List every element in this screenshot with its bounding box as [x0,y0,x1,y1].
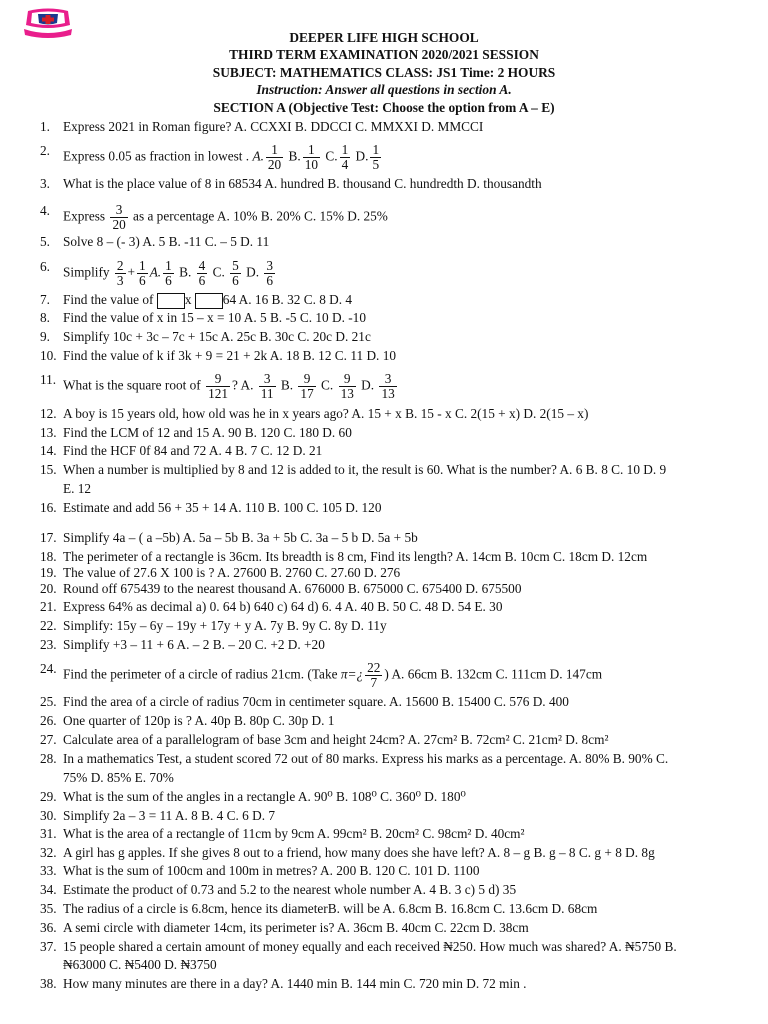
question-number: 26. [40,713,57,728]
question-number: 27. [40,732,57,747]
exam-title: THIRD TERM EXAMINATION 2020/2021 SESSION [229,47,539,62]
question-text: The value of 27.6 X 100 is ? A. 27600 B. 2760 C. 27.60 D. 276 [63,565,401,580]
question-number: 35. [40,901,57,916]
question-number: 14. [40,443,57,458]
question-number: 6. [40,259,50,274]
question-text: Simplify 10c + 3c – 7c + 15c A. 25c B. 30c C. 20c D. 21c [63,329,371,344]
question-text: The perimeter of a rectangle is 36cm. Its breadth is 8 cm, Find its length? A. 14cm B. 10cm C. 18cm D. 12cm [63,549,648,564]
question-text: A boy is 15 years old, how old was he in x years ago? A. 15 + x B. 15 - x C. 2(15 + x) D. 2(15 – x) [63,406,589,421]
question-number: 36. [40,920,57,935]
question-number: 29. [40,789,57,804]
question-text: Express 64% as decimal a) 0. 64 b) 640 c) 64 d) 6. 4 A. 40 B. 50 C. 48 D. 54 E. 30 [63,599,503,614]
question-text: A girl has g apples. If she gives 8 out to a friend, how many does she have left? A. 8 – g B. g – 8 C. g + 8 D. 8g [63,845,655,860]
question-number: 37. [40,939,57,954]
answer-box [195,293,223,309]
question-text: Find the LCM of 12 and 15 A. 90 B. 120 C. 180 D. 60 [63,425,352,440]
question-text: Simplify 2a – 3 = 11 A. 8 B. 4 C. 6 D. 7 [63,808,276,823]
school-name: DEEPER LIFE HIGH SCHOOL [289,30,479,45]
fraction: $\frac{3}{11}$ [260,371,274,401]
question-number: 28. [40,751,57,766]
question-number: 16. [40,500,57,515]
question-text: 15 people shared a certain amount of money equally and each received ₦250. How much was shared? A. ₦5750 B. [63,939,677,954]
question-text: Express 2021 in Roman figure? A. CCXXI B. DDCCI C. MMXXI D. MMCCI [63,119,484,134]
question-text: Find the area of a circle of radius 70cm in centimeter square. A. 15600 B. 15400 C. 576 D. 400 [63,694,569,709]
instruction: Instruction: Answer all questions in section A. [256,82,512,97]
fraction: $\frac{2}{3}$ [116,258,124,288]
question-number: 2. [40,143,50,158]
fraction: $\frac{3}{13}$ [381,371,395,401]
question-text: Find the HCF 0f 84 and 72 A. 4 B. 7 C. 12 D. 21 [63,443,323,458]
answer-box [157,293,185,309]
question-text: E. 12 [63,481,92,496]
question-text: Simplify +3 – 11 + 6 A. – 2 B. – 20 C. +2 D. +20 [63,637,325,652]
question-text: Simplify: 15y – 6y – 19y + 17y + y A. 7y B. 9y C. 8y D. 11y [63,618,387,633]
question-number: 1. [40,119,50,134]
fraction: $\frac{1}{5}$ [372,142,380,172]
question-text: In a mathematics Test, a student scored 72 out of 80 marks. Express his marks as a percentage. A. 80% B. 90% C. [63,751,669,766]
question-number: 38. [40,976,57,991]
section-title: SECTION A (Objective Test: Choose the option from A – E) [213,100,555,115]
question-number: 10. [40,348,57,363]
fraction: $\frac{1}{10}$ [304,142,319,172]
question-number: 11. [40,372,57,387]
question-text: A semi circle with diameter 14cm, its perimeter is? A. 36cm B. 40cm C. 22cm D. 38cm [63,920,529,935]
question-text: Find the value of x 64 A. 16 B. 32 C. 8 D. 4 [63,292,353,307]
question-text: Simplify 4a – ( a –5b) A. 5a – 5b B. 3a + 5b C. 3a – 5 b D. 5a + 5b [63,530,418,545]
question-text: Express 0.05 as fraction in lowest . A. $\frac{1}{20}$ B. $\frac{1}{10}$ C. $\frac{1}{4}$ D. $\frac{1}{5}$ [63,142,380,172]
question-number: 25. [40,694,57,709]
question-text: Estimate the product of 0.73 and 5.2 to the nearest whole number A. 4 B. 3 c) 5 d) 35 [63,882,517,897]
question-number: 24. [40,661,57,676]
fraction: $\frac{1}{6}$ [139,258,146,288]
question-text: When a number is multiplied by 8 and 12 is added to it, the result is 60. What is the number? A. 6 B. 8 C. 10 D. 9 [63,462,667,477]
question-number: 21. [40,599,57,614]
fraction: $\frac{9}{13}$ [340,371,354,401]
question-text: How many minutes are there in a day? A. 1440 min B. 144 min C. 720 min D. 72 min . [63,976,527,991]
question-number: 15. [40,462,57,477]
question-number: 7. [40,292,50,307]
question-number: 3. [40,176,50,191]
question-number: 19. [40,565,57,580]
question-text: Simplify $\frac{2}{3}$ + $\frac{1}{6}$ A. $\frac{1}{6}$ B. $\frac{4}{6}$ C. $\frac{5}{6}$ D. $\frac{3}{6}$ [63,258,274,288]
question-number: 31. [40,826,57,841]
question-number: 34. [40,882,57,897]
question-number: 8. [40,310,50,325]
question-text: Calculate area of a parallelogram of base 3cm and height 24cm? A. 27cm² B. 72cm² C. 21cm² D. 8cm² [63,732,609,747]
question-number: 30. [40,808,57,823]
subject-line: SUBJECT: MATHEMATICS CLASS: JS1 Time: 2 HOURS [212,65,556,80]
question-text: What is the sum of the angles in a rectangle A. 90⁰ B. 108⁰ C. 360⁰ D. 180⁰ [63,789,466,804]
question-number: 23. [40,637,57,652]
question-number: 18. [40,549,57,564]
question-text: Round off 675439 to the nearest thousand A. 676000 B. 675000 C. 675400 D. 675500 [63,581,522,596]
question-number: 33. [40,863,57,878]
fraction: $\frac{4}{6}$ [198,258,206,288]
question-text: 75% D. 85% E. 70% [63,770,174,785]
question-text: ₦63000 C. ₦5400 D. ₦3750 [63,957,217,972]
question-number: 13. [40,425,57,440]
question-text: Express $\frac{3}{20}$ as a percentage A. 10% B. 20% C. 15% D. 25% [63,202,388,232]
question-number: 4. [40,203,50,218]
fraction: $\frac{1}{20}$ [267,142,282,172]
question-text: One quarter of 120p is ? A. 40p B. 80p C. 30p D. 1 [63,713,335,728]
question-number: 32. [40,845,57,860]
question-number: 12. [40,406,57,421]
fraction: $\frac{3}{6}$ [266,258,274,288]
question-text: Estimate and add 56 + 35 + 14 A. 110 B. 100 C. 105 D. 120 [63,500,382,515]
question-text: Find the perimeter of a circle of radius 21cm. (Take π=¿ $\frac{22}{7}$ ) A. 66cm B. 132cm C. 111cm D. 147cm [63,660,603,690]
fraction: $\frac{9}{17}$ [300,371,314,401]
question-text: Solve 8 – (- 3) A. 5 B. -11 C. – 5 D. 11 [63,234,270,249]
question-text: The radius of a circle is 6.8cm, hence its diameterB. will be A. 6.8cm B. 16.8cm C. 13.6cm D. 68cm [63,901,598,916]
question-text: What is the area of a rectangle of 11cm by 9cm A. 99cm² B. 20cm² C. 98cm² D. 40cm² [63,826,525,841]
question-text: Find the value of k if 3k + 9 = 21 + 2k A. 18 B. 12 C. 11 D. 10 [63,348,396,363]
fraction: $\frac{5}{6}$ [232,258,239,288]
question-text: What is the sum of 100cm and 100m in metres? A. 200 B. 120 C. 101 D. 1100 [63,863,480,878]
question-text: Find the value of x in 15 – x = 10 A. 5 B. -5 C. 10 D. -10 [63,310,366,325]
question-number: 17. [40,530,57,545]
fraction: $\frac{3}{20}$ [112,202,126,232]
fraction: $\frac{9}{121}$ [208,371,229,401]
question-text: What is the place value of 8 in 68534 A. hundred B. thousand C. hundredth D. thousandth [63,176,542,191]
question-text: What is the square root of $\frac{9}{121}$ ? A. $\frac{3}{11}$ B. $\frac{9}{17}$ C. $\frac{9}{13}$ D. $\frac{3}{13}$ [63,371,395,401]
fraction: $\frac{1}{6}$ [165,258,172,288]
question-number: 5. [40,234,50,249]
fraction: $\frac{1}{4}$ [341,142,349,172]
question-number: 22. [40,618,57,633]
question-number: 9. [40,329,50,344]
fraction: $\frac{22}{7}$ [367,660,381,690]
question-number: 20. [40,581,57,596]
